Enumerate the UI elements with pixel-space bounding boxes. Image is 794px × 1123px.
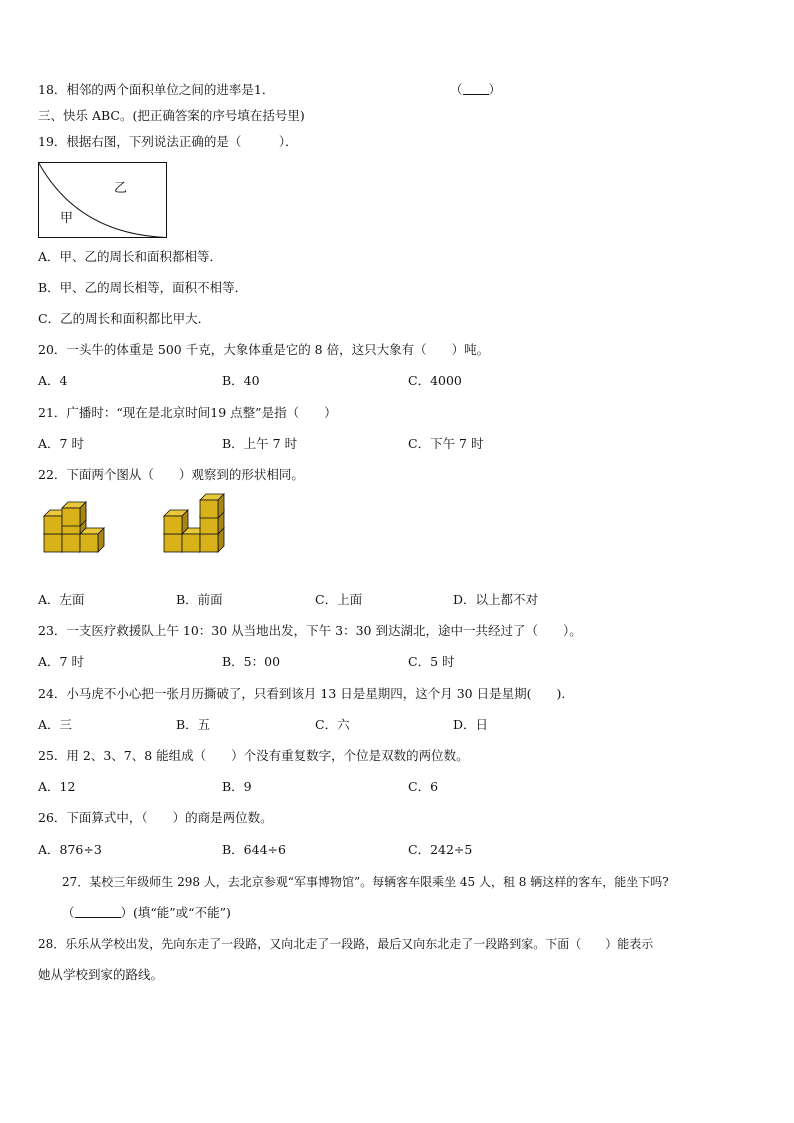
q19-stem: 19．根据右图，下列说法正确的是（ ）． <box>38 134 298 149</box>
q18-answer-blank[interactable] <box>450 82 501 98</box>
q23-option-c[interactable]: C．5 时 <box>408 654 455 669</box>
q19-option-c[interactable]: C．乙的周长和面积都比甲大． <box>38 311 211 326</box>
q24-stem: 24．小马虎不小心把一张月历撕破了，只看到该月 13 日是星期四，这个月 30 日是星期( )． <box>38 686 574 701</box>
q26-stem: 26．下面算式中，（ ）的商是两位数。 <box>38 810 273 825</box>
q19-label-jia: 甲 <box>60 211 74 226</box>
q18-text: 18．相邻的两个面积单位之间的进率是1． <box>38 82 275 97</box>
q21-option-c[interactable]: C．下午 7 时 <box>408 436 484 451</box>
q24-option-c[interactable]: C．六 <box>315 717 350 732</box>
q25-stem: 25．用 2、3、7、8 能组成（ ）个没有重复数字，个位是双数的两位数。 <box>38 748 469 763</box>
q18-blank-line <box>463 82 489 95</box>
section-3-heading: 三、快乐 ABC。(把正确答案的序号填在括号里) <box>38 108 305 123</box>
q22-cube-figure-left <box>42 500 112 556</box>
q19-figure <box>38 162 168 238</box>
q20-stem: 20．一头牛的体重是 500 千克，大象体重是它的 8 倍，这只大象有（ ）吨。 <box>38 342 490 357</box>
q27-bracket-open: （ <box>62 905 75 920</box>
q18-bracket-open: （ <box>450 82 463 97</box>
q21-option-b[interactable]: B．上午 7 时 <box>222 436 298 451</box>
q20-option-b[interactable]: B．40 <box>222 373 260 388</box>
q22-option-b[interactable]: B．前面 <box>176 592 223 607</box>
q21-option-a[interactable]: A．7 时 <box>38 436 84 451</box>
q28-stem-line1: 28．乐乐从学校出发，先向东走了一段路，又向北走了一段路，最后又向东北走了一段路到家。下面（ ）能表示 <box>38 937 654 951</box>
q26-option-c[interactable]: C．242÷5 <box>408 842 473 857</box>
q19-option-b[interactable]: B．甲、乙的周长相等，面积不相等． <box>38 280 248 295</box>
q22-stem: 22．下面两个图从（ ）观察到的形状相同。 <box>38 467 304 482</box>
q22-option-a[interactable]: A．左面 <box>38 592 85 607</box>
cube <box>62 502 86 526</box>
q24-option-a[interactable]: A．三 <box>38 717 73 732</box>
q19-rectangle <box>39 163 167 238</box>
q25-option-a[interactable]: A．12 <box>38 779 76 794</box>
q24-option-b[interactable]: B．五 <box>176 717 211 732</box>
q22-option-c[interactable]: C．上面 <box>315 592 363 607</box>
q24-option-d[interactable]: D．日 <box>453 717 489 732</box>
q27-stem: 27．某校三年级师生 298 人，去北京参观“军事博物馆”。每辆客车限乘坐 45 人，租 8 辆这样的客车，能坐下吗? <box>62 875 669 889</box>
cube <box>164 510 188 534</box>
q25-option-c[interactable]: C．6 <box>408 779 439 794</box>
q23-option-a[interactable]: A．7 时 <box>38 654 84 669</box>
q22-cube-figure-right <box>162 500 232 556</box>
q25-option-b[interactable]: B．9 <box>222 779 252 794</box>
q23-option-b[interactable]: B．5：00 <box>222 654 281 669</box>
q23-stem: 23．一支医疗救援队上午 10：30 从当地出发，下午 3：30 到达湖北，途中一共经过了（ ）。 <box>38 623 582 638</box>
q27-bracket-close: ）(填“能”或“不能”) <box>120 905 231 920</box>
q27-answer[interactable] <box>62 905 231 921</box>
cube <box>80 528 104 552</box>
q18-bracket-close: ） <box>488 82 502 97</box>
q28-stem-line2: 她从学校到家的路线。 <box>38 967 164 982</box>
q20-option-a[interactable]: A．4 <box>38 373 68 388</box>
q20-option-c[interactable]: C．4000 <box>408 373 462 388</box>
q21-stem: 21．广播时：“现在是北京时间19 点整”是指（ ） <box>38 405 337 420</box>
q19-curve <box>39 163 167 238</box>
q26-option-a[interactable]: A．876÷3 <box>38 842 102 857</box>
q19-label-yi: 乙 <box>114 181 128 196</box>
q26-option-b[interactable]: B．644÷6 <box>222 842 286 857</box>
cube <box>200 494 224 518</box>
q22-option-d[interactable]: D．以上都不对 <box>453 592 539 607</box>
q27-blank-line <box>75 905 121 918</box>
q19-option-a[interactable]: A．甲、乙的周长和面积都相等． <box>38 249 223 264</box>
